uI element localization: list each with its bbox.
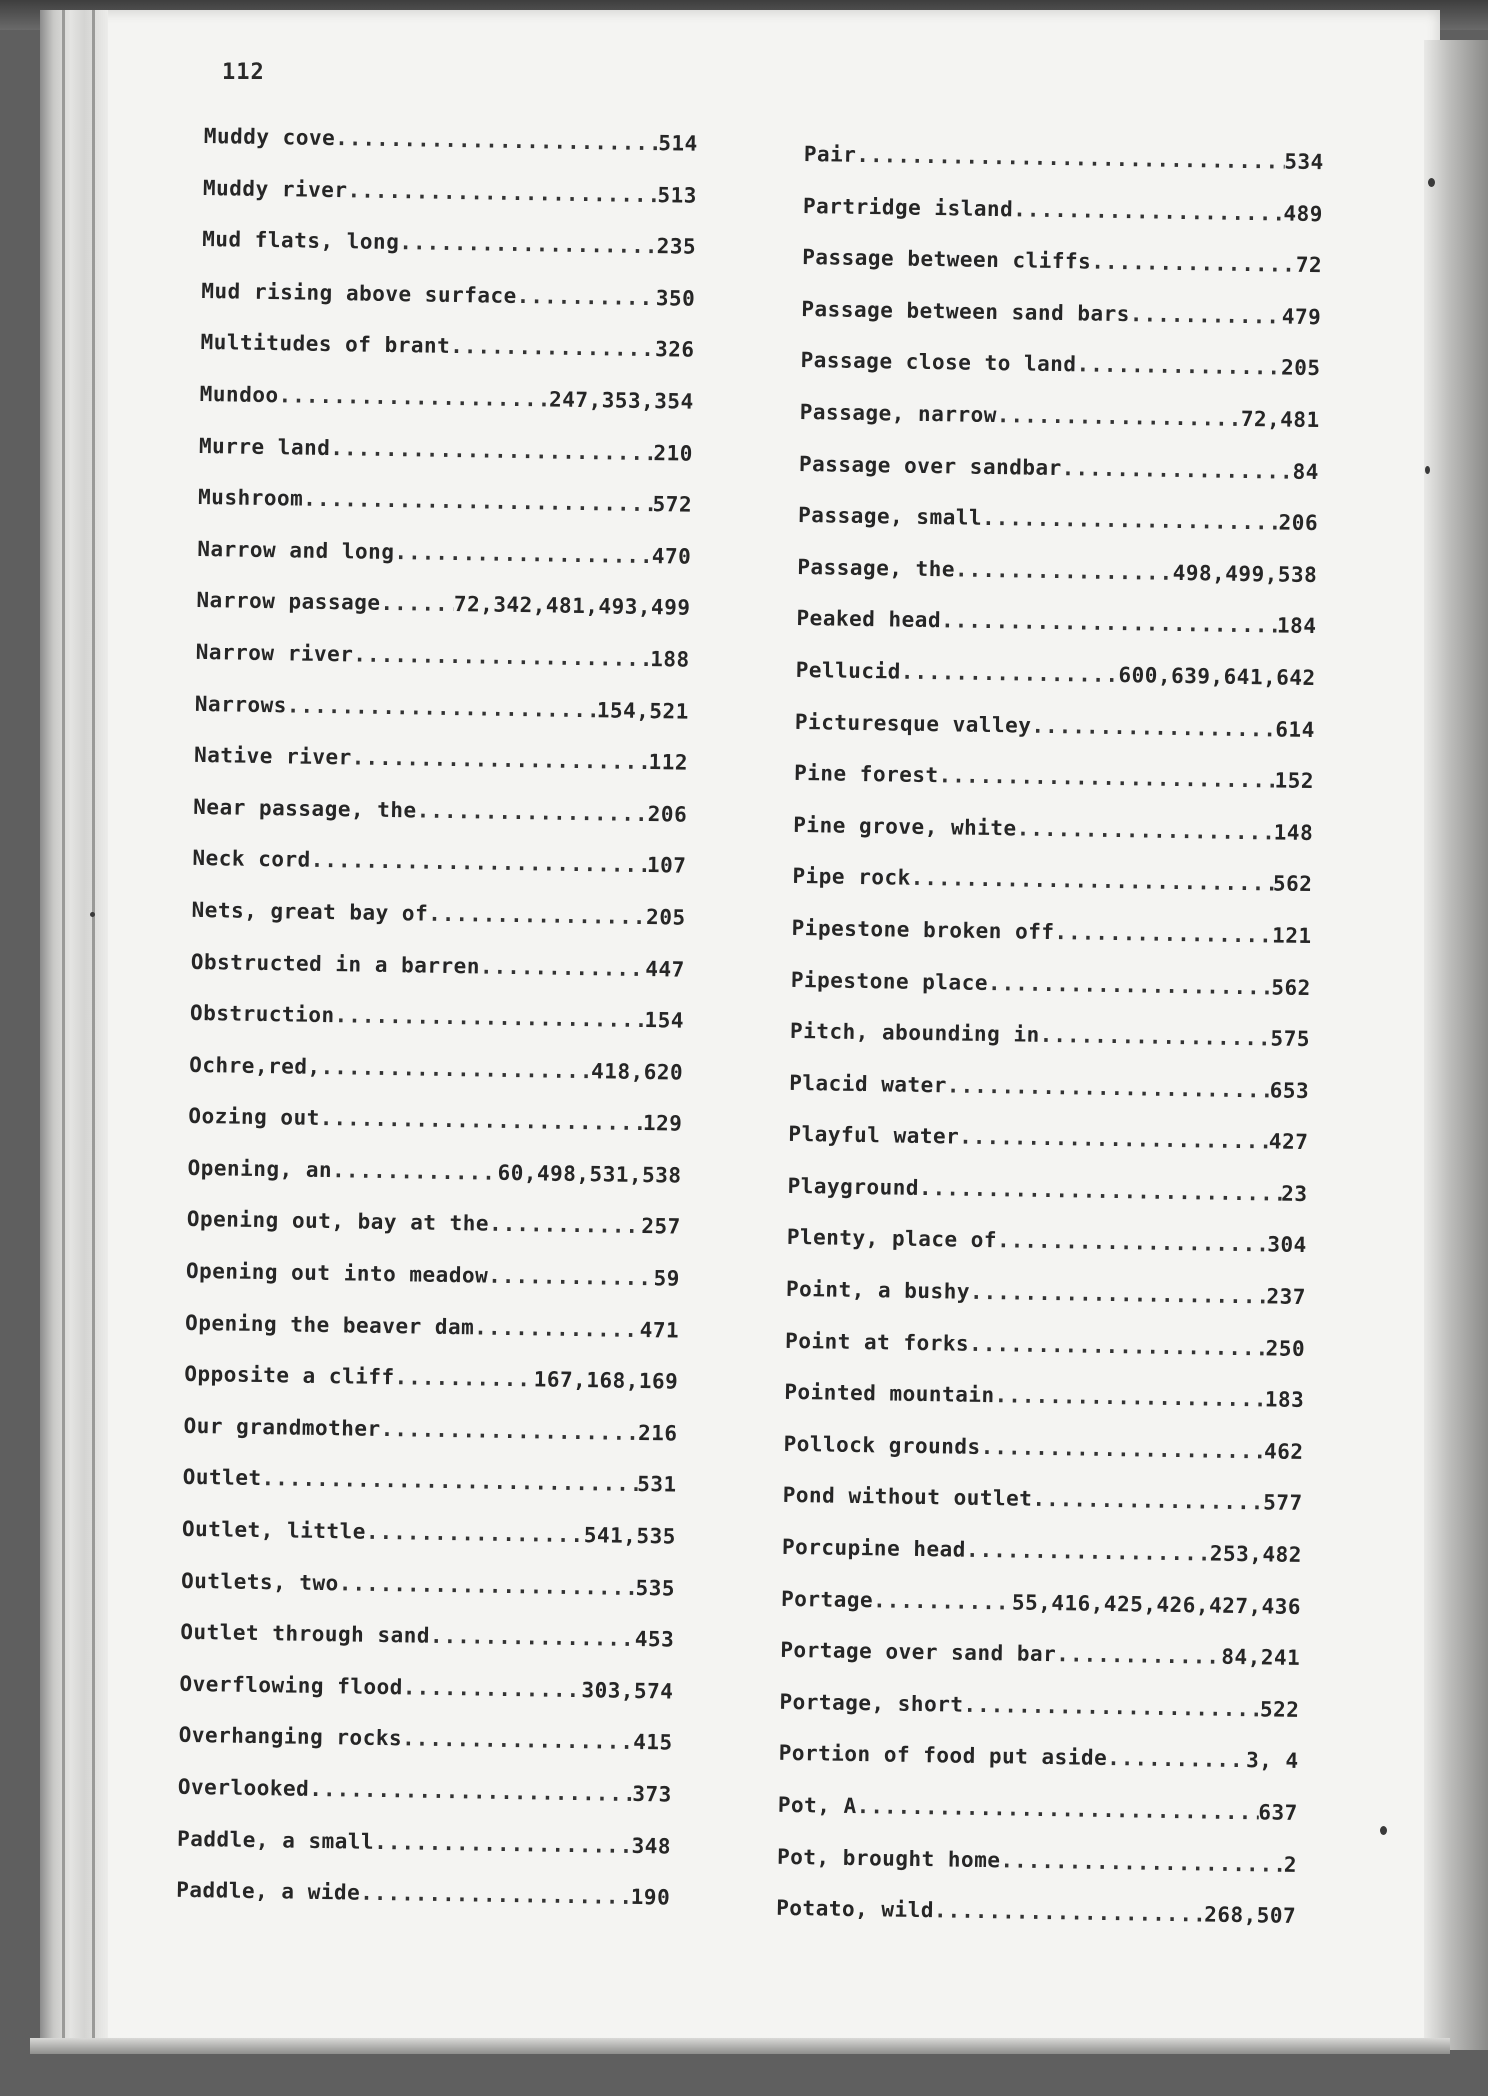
index-page-refs: 237 xyxy=(1266,1284,1307,1310)
index-term: Near passage, the xyxy=(193,794,417,823)
dot-leader xyxy=(1130,302,1282,328)
index-page-refs: 653 xyxy=(1269,1078,1310,1103)
index-term: Overhanging rocks xyxy=(178,1723,403,1751)
index-term: Pine forest xyxy=(793,761,939,788)
index-term: Porcupine head xyxy=(781,1534,967,1562)
dot-leader xyxy=(1091,250,1296,277)
page-number: 112 xyxy=(222,60,265,85)
index-entry xyxy=(783,1432,1304,1492)
index-entry xyxy=(203,124,698,183)
index-column-right xyxy=(776,142,1324,1956)
page-speck xyxy=(90,912,95,917)
index-page-refs: 167,168,169 xyxy=(533,1367,679,1394)
dot-leader xyxy=(488,1264,654,1291)
index-page-refs: 154,521 xyxy=(596,697,690,724)
index-term: Oozing out xyxy=(188,1104,321,1131)
page-right-edge-shadow xyxy=(1424,40,1488,2050)
index-term: Muddy cove xyxy=(203,124,336,151)
index-term: Pitch, abounding in xyxy=(789,1018,1040,1047)
index-term: Picturesque valley xyxy=(794,709,1032,738)
index-page-refs: 205 xyxy=(1280,355,1321,381)
index-page-refs: 498,499,538 xyxy=(1172,560,1318,587)
index-term: Narrow passage xyxy=(196,588,381,616)
dot-leader xyxy=(394,1365,533,1391)
dot-leader xyxy=(403,1675,582,1702)
index-term: Pipestone place xyxy=(790,967,989,995)
index-entry xyxy=(778,1741,1299,1801)
index-term: Obstructed in a barren xyxy=(190,949,481,978)
index-page-refs: 268,507 xyxy=(1204,1902,1297,1929)
index-term: Pipe rock xyxy=(792,864,911,891)
index-entry xyxy=(189,1001,684,1060)
index-page-refs: 55,416,425,426,427,436 xyxy=(1011,1590,1302,1619)
index-entry xyxy=(197,537,692,596)
dot-leader xyxy=(261,1467,637,1497)
index-page-refs: 148 xyxy=(1273,820,1314,845)
dot-leader xyxy=(1031,713,1275,741)
dot-leader xyxy=(966,1538,1210,1566)
index-page-refs: 112 xyxy=(648,750,689,775)
index-entry xyxy=(788,1122,1309,1182)
index-entry xyxy=(189,1053,684,1112)
index-entry xyxy=(793,761,1314,821)
dot-leader xyxy=(374,1829,632,1857)
index-term: Nets, great bay of xyxy=(191,897,429,926)
index-entry xyxy=(196,588,691,647)
index-entry xyxy=(180,1568,675,1627)
index-page-refs: 72,342,481,493,499 xyxy=(453,592,691,621)
index-entry xyxy=(780,1586,1301,1646)
index-term: Opening out into meadow xyxy=(185,1258,489,1288)
index-term: Paddle, a small xyxy=(176,1826,375,1854)
index-entry xyxy=(789,1019,1310,1079)
index-entry xyxy=(793,813,1314,873)
index-entry xyxy=(202,176,697,235)
index-page-refs: 154 xyxy=(644,1008,685,1033)
dot-leader xyxy=(366,1520,584,1547)
index-term: Peaked head xyxy=(796,606,942,633)
dot-leader xyxy=(934,1898,1205,1926)
dot-leader xyxy=(278,383,549,411)
dot-leader xyxy=(428,902,646,929)
index-term: Mud flats, long xyxy=(202,227,400,255)
index-entry xyxy=(794,709,1315,769)
index-page-refs: 427 xyxy=(1268,1129,1309,1155)
index-entry xyxy=(180,1620,675,1679)
index-entry xyxy=(802,245,1323,305)
index-entry xyxy=(799,400,1320,460)
index-entry xyxy=(176,1878,671,1937)
index-page-refs: 60,498,531,538 xyxy=(497,1160,682,1188)
index-entry xyxy=(182,1465,677,1524)
dot-leader xyxy=(380,591,454,616)
dot-leader xyxy=(1054,920,1272,947)
index-entry xyxy=(785,1277,1306,1337)
index-entry xyxy=(780,1638,1301,1698)
index-term: Pair xyxy=(803,142,857,167)
dot-leader xyxy=(347,178,657,207)
index-page-refs: 415 xyxy=(633,1730,673,1755)
index-entry xyxy=(800,348,1321,408)
index-term: Muddy river xyxy=(202,175,348,202)
index-term: Portion of food put aside xyxy=(778,1741,1108,1771)
index-entry xyxy=(186,1207,681,1266)
index-entry xyxy=(781,1535,1302,1595)
dot-leader xyxy=(980,1435,1264,1463)
dot-leader xyxy=(320,1055,591,1083)
index-term: Passage, narrow xyxy=(799,399,998,428)
dot-leader xyxy=(1032,1487,1263,1515)
index-term: Portage over sand bar xyxy=(780,1638,1057,1667)
index-page-refs: 84,241 xyxy=(1221,1644,1301,1671)
dot-leader xyxy=(955,557,1173,584)
index-entry xyxy=(185,1259,680,1318)
dot-leader xyxy=(901,660,1119,687)
index-page-refs: 303,574 xyxy=(581,1677,674,1704)
dot-leader xyxy=(997,403,1241,431)
dot-leader xyxy=(489,1212,642,1238)
index-term: Pointed mountain xyxy=(784,1380,995,1408)
index-page-refs: 531 xyxy=(637,1472,677,1498)
dot-leader xyxy=(335,126,658,155)
index-term: Mud rising above surface xyxy=(201,278,517,308)
index-page-refs: 541,535 xyxy=(583,1523,677,1549)
dot-leader xyxy=(480,954,646,981)
index-term: Plenty, place of xyxy=(786,1225,998,1253)
dot-leader xyxy=(911,866,1274,896)
index-page-refs: 348 xyxy=(631,1833,672,1859)
index-term: Native river xyxy=(193,743,352,770)
dot-leader xyxy=(994,1383,1265,1411)
index-page-refs: 600,639,641,642 xyxy=(1118,662,1316,691)
index-entry xyxy=(782,1483,1303,1543)
index-term: Paddle, a wide xyxy=(176,1877,361,1905)
dot-leader xyxy=(339,1571,636,1600)
index-term: Mundoo xyxy=(199,381,279,408)
index-entry xyxy=(797,555,1318,615)
index-page-refs: 373 xyxy=(632,1781,673,1807)
index-entry xyxy=(790,967,1311,1027)
dot-leader xyxy=(311,848,648,877)
binding-edge-line xyxy=(92,10,95,2050)
dot-leader xyxy=(969,1331,1266,1360)
dot-leader xyxy=(941,609,1277,638)
dot-leader xyxy=(450,334,655,361)
index-page-refs: 462 xyxy=(1263,1439,1304,1464)
index-page-refs: 235 xyxy=(656,234,697,259)
dot-leader xyxy=(303,487,653,516)
index-page-refs: 183 xyxy=(1264,1387,1305,1413)
index-entry xyxy=(191,898,686,957)
index-page-refs: 129 xyxy=(642,1111,683,1136)
index-term: Pipestone broken off xyxy=(791,915,1055,944)
index-page-refs: 350 xyxy=(655,285,696,311)
index-term: Portage, short xyxy=(779,1689,964,1717)
index-entry xyxy=(786,1225,1307,1285)
dot-leader xyxy=(353,642,650,671)
index-page-refs: 72 xyxy=(1295,252,1323,278)
dot-leader xyxy=(873,1588,1012,1614)
index-entry xyxy=(179,1672,674,1731)
index-entry xyxy=(777,1793,1298,1853)
dot-leader xyxy=(1056,1642,1221,1669)
index-entry xyxy=(784,1380,1305,1440)
binding-edge-line xyxy=(62,10,65,2050)
index-term: Opposite a cliff xyxy=(184,1362,395,1390)
dot-leader xyxy=(1107,1746,1246,1772)
index-entry xyxy=(195,640,690,699)
index-entry xyxy=(184,1362,679,1421)
index-entry xyxy=(177,1775,672,1834)
index-entry xyxy=(791,916,1312,976)
dot-leader xyxy=(399,230,657,258)
index-page-refs: 447 xyxy=(645,956,685,982)
dot-leader xyxy=(352,746,649,775)
index-entry xyxy=(187,1156,682,1215)
index-page-refs: 534 xyxy=(1284,149,1324,175)
index-entry xyxy=(178,1723,673,1782)
index-page-refs: 184 xyxy=(1276,613,1317,639)
index-term: Outlet xyxy=(182,1465,262,1491)
index-term: Narrow river xyxy=(195,639,354,667)
page-speck xyxy=(1428,178,1435,187)
index-term: Portage xyxy=(780,1586,874,1612)
index-entry xyxy=(202,227,697,286)
index-term: Narrow and long xyxy=(197,536,395,564)
index-term: Pot, A xyxy=(777,1792,857,1819)
dot-leader xyxy=(938,763,1274,792)
index-page-refs: 326 xyxy=(654,337,695,363)
dot-leader xyxy=(332,1158,498,1185)
index-entry xyxy=(198,434,693,493)
index-term: Opening the beaver dam xyxy=(184,1310,475,1340)
index-entry xyxy=(201,279,696,338)
index-page-refs: 513 xyxy=(657,182,698,208)
index-term: Passage over sandbar xyxy=(798,451,1062,480)
index-entry xyxy=(198,485,693,544)
index-term: Opening out, bay at the xyxy=(186,1207,490,1237)
index-page-refs: 205 xyxy=(645,904,686,930)
index-entry xyxy=(193,743,688,802)
index-term: Pond without outlet xyxy=(782,1483,1033,1512)
index-page-refs: 253,482 xyxy=(1209,1541,1303,1568)
index-entry xyxy=(199,382,694,441)
index-term: Point at forks xyxy=(784,1328,970,1356)
index-entry xyxy=(798,503,1319,563)
index-page-refs: 206 xyxy=(1278,510,1319,536)
index-term: Our grandmother xyxy=(183,1413,381,1441)
dot-leader xyxy=(988,970,1272,998)
index-entry xyxy=(792,864,1313,924)
index-page-refs: 190 xyxy=(630,1885,671,1910)
index-page-refs: 535 xyxy=(635,1575,676,1601)
dot-leader xyxy=(320,1106,643,1135)
index-entry xyxy=(779,1690,1300,1750)
dot-leader xyxy=(997,1229,1268,1257)
index-page-refs: 304 xyxy=(1267,1232,1307,1258)
index-page-refs: 522 xyxy=(1259,1697,1300,1722)
dot-leader xyxy=(330,436,653,465)
index-entry xyxy=(801,297,1322,357)
index-page-refs: 3, 4 xyxy=(1245,1748,1299,1774)
dot-leader xyxy=(963,1693,1260,1722)
index-term: Opening, an xyxy=(187,1155,333,1183)
index-entry xyxy=(181,1517,676,1576)
index-page-refs: 121 xyxy=(1271,923,1312,948)
index-page-refs: 577 xyxy=(1263,1490,1303,1516)
index-entry xyxy=(802,194,1323,254)
page-speck xyxy=(1425,466,1430,474)
index-page-refs: 453 xyxy=(634,1627,675,1652)
index-page-refs: 418,620 xyxy=(590,1058,684,1085)
index-entry xyxy=(194,691,689,750)
index-page-refs: 489 xyxy=(1283,201,1324,226)
index-term: Overflowing flood xyxy=(179,1671,404,1700)
dot-leader xyxy=(1013,197,1284,225)
index-entry xyxy=(789,1071,1310,1131)
index-page-refs: 514 xyxy=(658,131,698,156)
index-entry xyxy=(796,606,1317,666)
index-term: Passage between sand bars xyxy=(801,296,1131,326)
dot-leader xyxy=(517,284,656,310)
index-term: Passage, small xyxy=(797,503,983,530)
index-page-refs: 72,481 xyxy=(1240,406,1320,433)
index-page-refs: 188 xyxy=(650,647,690,672)
index-term: Narrows xyxy=(194,691,288,717)
index-page-refs: 562 xyxy=(1271,974,1311,1000)
index-entry xyxy=(183,1414,678,1473)
index-term: Outlets, two xyxy=(180,1568,340,1595)
index-entry xyxy=(776,1896,1297,1956)
index-page-refs: 216 xyxy=(637,1420,678,1446)
index-page-refs: 479 xyxy=(1281,304,1322,329)
index-term: Multitudes of brant xyxy=(200,330,451,359)
index-term: Pot, brought home xyxy=(776,1844,1001,1872)
dot-leader xyxy=(474,1315,640,1342)
index-term: Neck cord xyxy=(192,846,311,873)
index-page-refs: 23 xyxy=(1281,1181,1308,1206)
index-page-refs: 575 xyxy=(1270,1026,1311,1052)
dot-leader xyxy=(947,1073,1270,1102)
dot-leader xyxy=(380,1417,638,1445)
index-entry xyxy=(188,1104,683,1163)
index-page-refs: 471 xyxy=(639,1317,680,1343)
index-term: Passage, the xyxy=(797,554,956,582)
dot-leader xyxy=(959,1125,1269,1154)
index-entry xyxy=(185,1311,680,1370)
index-term: Murre land xyxy=(198,433,331,460)
dot-leader xyxy=(394,540,652,568)
dot-leader xyxy=(360,1881,631,1909)
index-page-refs: 107 xyxy=(646,853,687,878)
dot-leader xyxy=(857,1794,1259,1824)
index-term: Potato, wild xyxy=(776,1895,935,1923)
index-entry xyxy=(190,949,685,1008)
index-term: Placid water xyxy=(789,1070,948,1098)
dot-leader xyxy=(287,693,597,722)
index-term: Pollock grounds xyxy=(783,1431,981,1459)
index-page-refs: 84 xyxy=(1292,459,1320,484)
index-page-refs: 59 xyxy=(653,1266,681,1291)
index-entry xyxy=(200,330,695,389)
dot-leader xyxy=(919,1176,1282,1206)
index-term: Outlet through sand xyxy=(180,1620,431,1648)
index-term: Ochre,red, xyxy=(189,1052,321,1079)
index-term: Playground xyxy=(787,1173,920,1200)
index-page-refs: 250 xyxy=(1265,1336,1306,1361)
index-entry xyxy=(803,142,1324,202)
index-term: Partridge island xyxy=(802,193,1014,221)
dot-leader xyxy=(416,798,647,826)
dot-leader xyxy=(970,1280,1267,1309)
page-bottom-edge xyxy=(30,2038,1450,2054)
dot-leader xyxy=(1016,816,1273,844)
index-term: Overlooked xyxy=(177,1774,310,1801)
index-page-refs: 257 xyxy=(641,1214,681,1240)
index-entry xyxy=(795,658,1316,718)
index-entry xyxy=(192,846,687,905)
index-page-refs: 152 xyxy=(1274,768,1315,794)
dot-leader xyxy=(430,1624,635,1651)
index-page-refs: 2 xyxy=(1283,1852,1298,1877)
index-page-refs: 572 xyxy=(652,492,693,517)
index-term: Obstruction xyxy=(189,1000,335,1028)
page-speck xyxy=(1380,1826,1387,1835)
index-entry xyxy=(785,1329,1306,1389)
dot-leader xyxy=(1062,456,1293,484)
index-entry xyxy=(787,1174,1308,1234)
dot-leader xyxy=(982,506,1279,535)
dot-leader xyxy=(1000,1848,1284,1876)
index-page-refs: 637 xyxy=(1258,1800,1299,1825)
index-page-refs: 206 xyxy=(647,801,688,827)
index-term: Passage between cliffs xyxy=(802,245,1092,274)
dot-leader xyxy=(334,1003,644,1032)
index-term: Outlet, little xyxy=(181,1516,367,1544)
index-entry xyxy=(176,1826,671,1885)
index-entry xyxy=(193,795,688,854)
index-term: Pine grove, white xyxy=(793,812,1017,841)
index-entry xyxy=(776,1844,1297,1904)
index-term: Mushroom xyxy=(197,485,304,511)
index-page-refs: 247,353,354 xyxy=(548,387,694,414)
index-page-refs: 470 xyxy=(651,543,692,569)
index-page-refs: 210 xyxy=(653,440,694,466)
index-column-left xyxy=(176,124,698,1937)
dot-leader xyxy=(402,1727,633,1755)
index-entry xyxy=(798,452,1319,512)
index-page-refs: 562 xyxy=(1272,871,1313,897)
index-term: Point, a bushy xyxy=(785,1276,971,1304)
dot-leader xyxy=(1040,1023,1271,1051)
page-binding-gutter xyxy=(40,10,108,2050)
index-term: Passage close to land xyxy=(800,348,1077,377)
dot-leader xyxy=(1076,353,1281,380)
dot-leader xyxy=(309,1777,632,1806)
index-page-refs: 614 xyxy=(1275,717,1316,742)
index-term: Pellucid xyxy=(795,657,902,684)
index-term: Playful water xyxy=(788,1122,960,1149)
